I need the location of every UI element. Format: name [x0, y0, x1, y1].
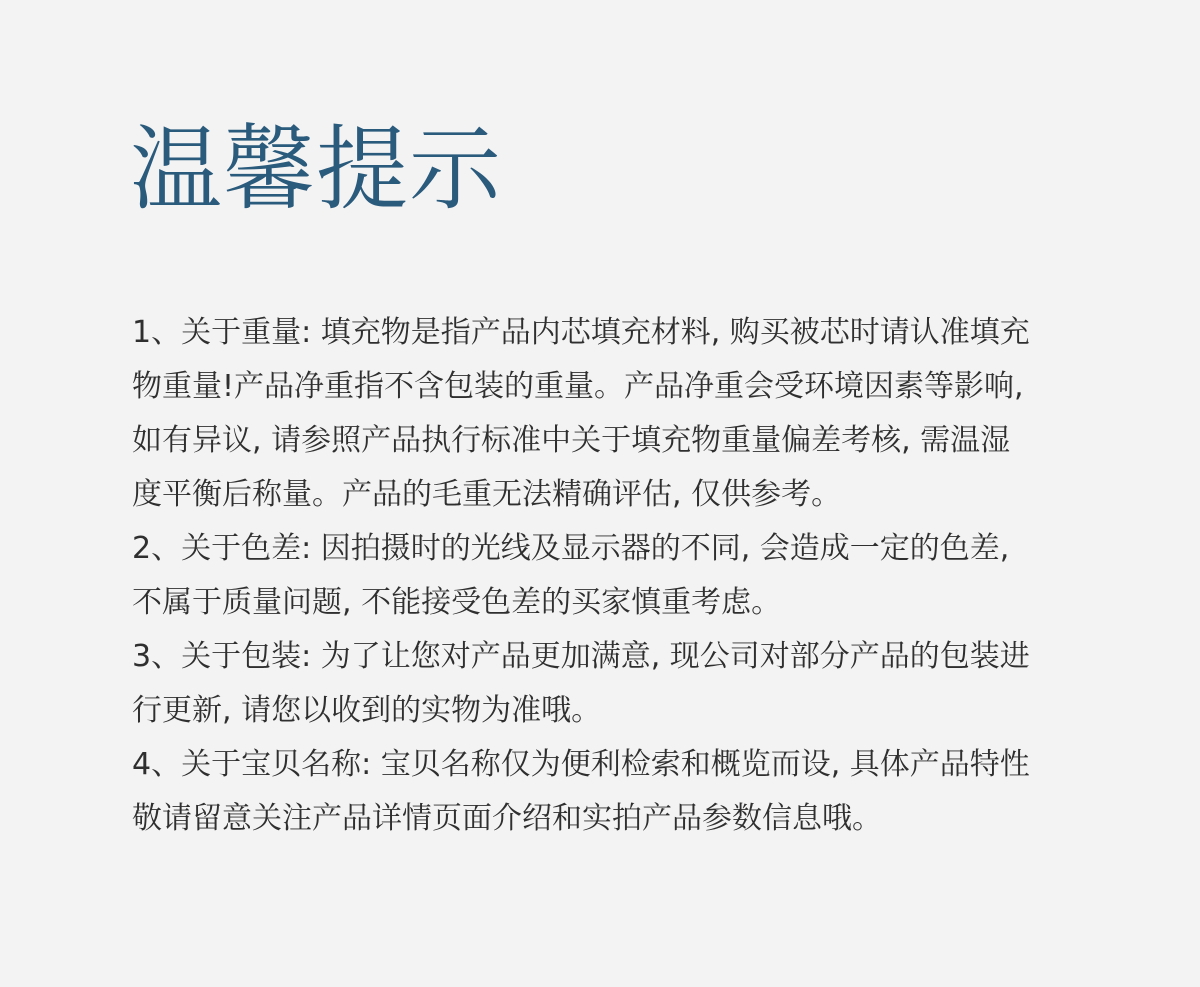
notice-body [132, 306, 1092, 846]
page-title: 温馨提示 [130, 116, 503, 223]
notice-line-8: 行更新, 请您以收到的实物为准哦。 [132, 693, 602, 728]
notice-line-2: 物重量!产品净重指不含包装的重量。产品净重会受环境因素等影响, [132, 369, 1024, 404]
notice-line-10: 敬请留意关注产品详情页面介绍和实拍产品参数信息哦。 [132, 801, 882, 836]
notice-line-1: 1、关于重量: 填充物是指产品内芯填充材料, 购买被芯时请认准填充 [132, 315, 1030, 350]
notice-line-3: 如有异议, 请参照产品执行标准中关于填充物重量偏差考核, 需温湿 [132, 423, 1011, 458]
notice-line-9: 4、关于宝贝名称: 宝贝名称仅为便利检索和概览而设, 具体产品特性 [132, 747, 1030, 782]
notice-line-6: 不属于质量问题, 不能接受色差的买家慎重考虑。 [132, 585, 782, 620]
notice-line-5: 2、关于色差: 因拍摄时的光线及显示器的不同, 会造成一定的色差, [132, 531, 1010, 566]
notice-line-7: 3、关于包装: 为了让您对产品更加满意, 现公司对部分产品的包装进 [132, 639, 1030, 674]
notice-line-4: 度平衡后称量。产品的毛重无法精确评估, 仅供参考。 [132, 477, 842, 512]
